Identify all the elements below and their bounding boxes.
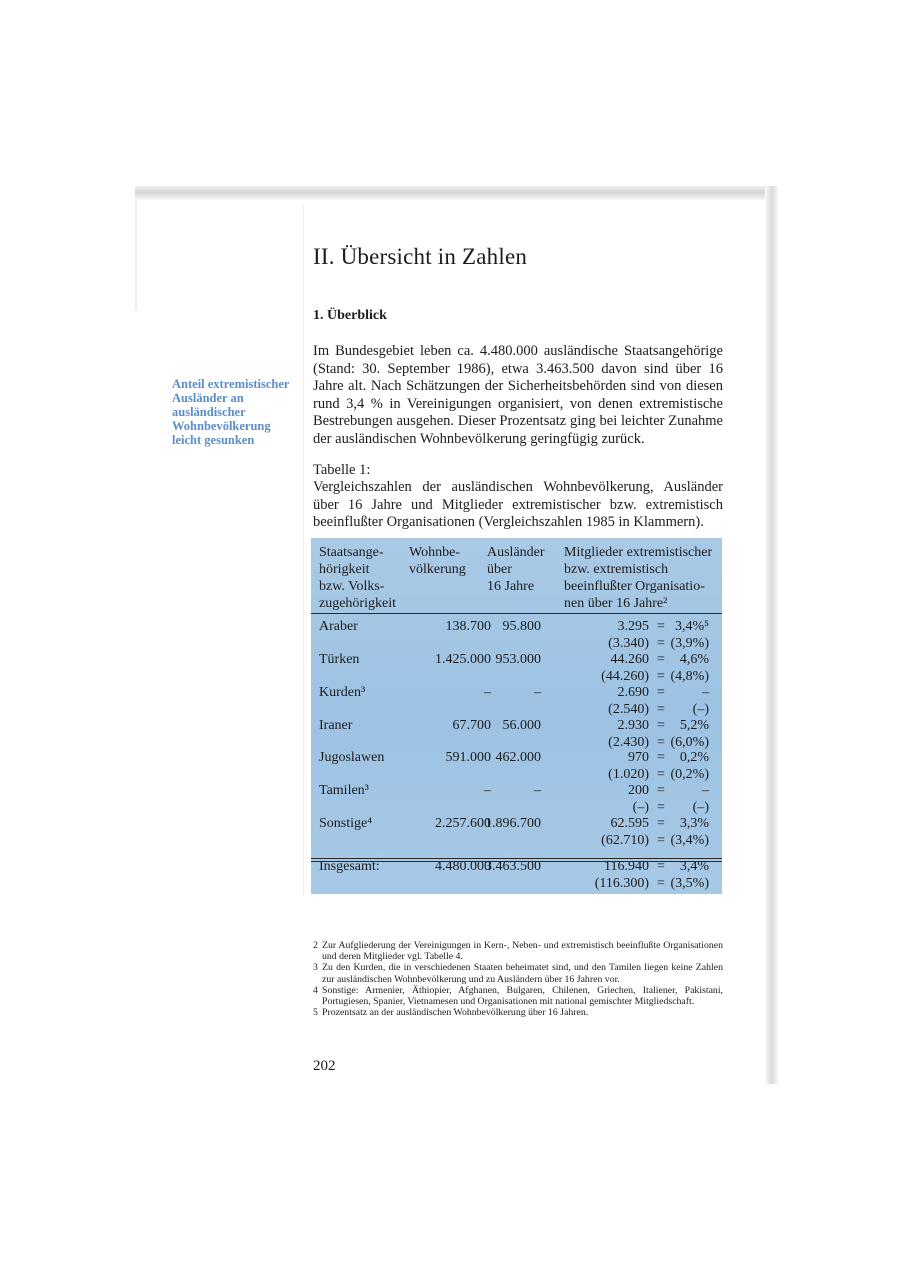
cell-equals: = [657,619,665,634]
cell-members: 3.295 [617,619,649,634]
cell-population: 138.700 [445,619,491,634]
cell-percent: 3,3% [679,816,709,831]
cell-members: 970 [628,750,649,765]
footnote-text: Zu den Kurden, die in verschiedenen Staaten beheimatet sind, und den Tamilen liegen keine Zahlen zur ausländischen Wohnbevölkerung und zu Ausländern über 16 Jahren vor. [322,962,723,985]
cell-members-1985: (2.430) [608,734,649,750]
cell-equals-1985: = [657,635,665,651]
footnote-text: Prozentsatz an der ausländischen Wohnbevölkerung über 16 Jahren. [322,1007,589,1019]
cell-over16: 56.000 [502,718,541,733]
cell-percent-1985: (3,9%) [670,635,709,651]
cell-over16: 95.800 [502,619,541,634]
cell-nationality: Iraner [319,718,353,733]
cell-percent: – [702,685,709,700]
cell-population: 4.480.000 [435,859,491,874]
cell-members: 116.940 [604,859,649,874]
header-population: Wohnbe- völkerung [409,545,466,577]
cell-members-1985: (–) [632,799,649,815]
cell-equals: = [657,859,665,874]
statistics-table [311,538,722,894]
section-heading: 1. Überblick [313,308,387,323]
cell-population: 1.425.000 [435,652,491,667]
footnote [313,940,723,962]
cell-population: 591.000 [445,750,491,765]
cell-members-1985: (44.260) [601,668,649,684]
cell-equals-1985: = [657,832,665,848]
cell-percent-1985: (3,5%) [670,875,709,891]
header-over16: Ausländer über 16 Jahre [487,545,545,594]
cell-percent-1985: (–) [692,701,709,717]
page-number: 202 [313,1058,336,1074]
cell-percent: 3,4%⁵ [674,619,709,634]
cell-over16: – [534,685,541,700]
cell-members: 62.595 [610,816,649,831]
footnote-number: 3 [313,962,318,974]
cell-equals-1985: = [657,701,665,717]
cell-members-1985: (62.710) [601,832,649,848]
cell-population: – [484,783,491,798]
scan-edge-top [135,186,765,200]
cell-members: 44.260 [610,652,649,667]
margin-note: Anteil extremistischer Ausländer an ausländischer Wohnbevölkerung leicht gesunken [172,377,290,447]
cell-nationality: Insgesamt: [319,859,380,874]
scan-edge-left [135,200,137,310]
footnote-number: 5 [313,1007,318,1019]
footnote [313,985,723,1007]
cell-nationality: Türken [319,652,360,667]
cell-nationality: Jugoslawen [319,750,385,765]
footnote-number: 2 [313,940,318,951]
cell-members: 200 [628,783,649,798]
intro-paragraph: Im Bundesgebiet leben ca. 4.480.000 ausländische Staatsangehörige (Stand: 30. September 1986), etwa 3.463.500 davon sind über 16 Jahre alt. Nach Schätzungen der Sicherheitsbehörden sind von diesen rund 3,4 % in Vereinigungen organisiert, von denen extremistische Bestrebungen ausgehen. Dieser Prozentsatz ging bei leichter Zunahme der ausländischen Wohnbevölkerung geringfügig zurück. [313,343,723,447]
cell-members-1985: (116.300) [594,875,649,891]
cell-over16: 953.000 [495,652,541,667]
cell-equals: = [657,783,665,798]
cell-over16: 462.000 [495,750,541,765]
cell-population: 2.257.600 [435,816,491,831]
cell-percent-1985: (6,0%) [670,734,709,750]
cell-members: 2.690 [617,685,649,700]
cell-equals-1985: = [657,668,665,684]
cell-percent: 5,2% [679,718,709,733]
cell-equals-1985: = [657,875,665,891]
cell-percent-1985: (3,4%) [670,832,709,848]
cell-members-1985: (1.020) [608,766,649,782]
page-heading: II. Übersicht in Zahlen [313,244,528,269]
cell-equals: = [657,652,665,667]
header-nationality: Staatsange- hörigkeit bzw. Volks- zugehörigkeit [319,545,396,611]
cell-over16: 3.463.500 [485,859,541,874]
scan-edge-right [766,186,778,1084]
cell-percent-1985: (0,2%) [670,766,709,782]
cell-population: 67.700 [452,718,491,733]
cell-equals: = [657,816,665,831]
table-caption: Vergleichszahlen der ausländischen Wohnbevölkerung, Ausländer über 16 Jahre und Mitglieder extremistischer bzw. extremistisch beeinflußter Organisationen (Vergleichszahlen 1985 in Klammern). [313,479,723,531]
footnote-number: 4 [313,984,318,996]
column-divider [303,205,304,895]
header-members: Mitglieder extremistischer bzw. extremistisch beeinflußter Organisatio- nen über 16 Jahre² [564,545,713,611]
footnote [313,962,723,984]
cell-equals-1985: = [657,734,665,750]
cell-members: 2.930 [617,718,649,733]
cell-percent-1985: (4,8%) [670,668,709,684]
cell-equals-1985: = [657,766,665,782]
footnote-text: Zur Aufgliederung der Vereinigungen in Kern-, Neben- und extremistisch beeinflußte Organisationen und deren Mitglieder vgl. Tabelle 4. [322,940,723,963]
table-label: Tabelle 1: [313,462,371,478]
cell-equals-1985: = [657,799,665,815]
cell-members-1985: (2.540) [608,701,649,717]
cell-members-1985: (3.340) [608,635,649,651]
header-divider [311,613,722,614]
cell-percent: 3,4% [679,859,709,874]
cell-equals: = [657,685,665,700]
cell-population: – [484,685,491,700]
cell-percent-1985: (–) [692,799,709,815]
cell-percent: – [702,783,709,798]
cell-nationality: Tamilen³ [319,783,369,798]
cell-over16: 1.896.700 [485,816,541,831]
cell-equals: = [657,750,665,765]
cell-nationality: Kurden³ [319,685,366,700]
cell-equals: = [657,718,665,733]
cell-nationality: Araber [319,619,358,634]
footnotes [313,940,723,1018]
footnote [313,1007,723,1018]
footnote-text: Sonstige: Armenier, Äthiopier, Afghanen, Bulgaren, Chilenen, Griechen, Italiener, Pakistani, Portugiesen, Spanier, Vietnamesen und Organisationen mit national gemischter Mitgliedschaft. [322,984,723,1008]
cell-nationality: Sonstige⁴ [319,816,373,831]
cell-over16: – [534,783,541,798]
cell-percent: 0,2% [679,750,709,765]
cell-percent: 4,6% [679,652,709,667]
